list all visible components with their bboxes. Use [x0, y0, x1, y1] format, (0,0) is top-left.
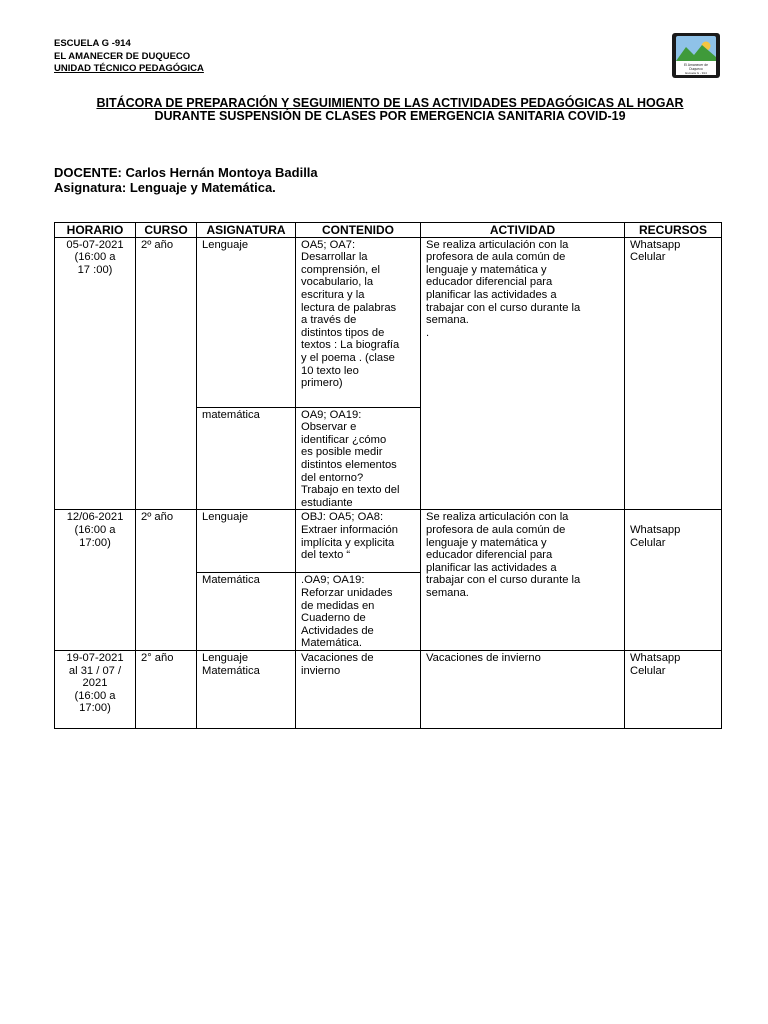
cell-asignatura: Lenguaje	[197, 510, 296, 573]
table-row	[55, 650, 722, 728]
cell-recursos: Whatsapp Celular	[625, 650, 722, 728]
cell-horario: 05-07-2021 (16:00 a 17 :00)	[55, 237, 136, 510]
header-actividad: ACTIVIDAD	[421, 223, 625, 238]
cell-curso: 2º año	[136, 237, 197, 510]
cell-recursos: Whatsapp Celular	[625, 510, 722, 651]
school-header	[54, 38, 204, 76]
header-recursos: RECURSOS	[625, 223, 722, 238]
cell-contenido: Vacaciones de invierno	[296, 650, 421, 728]
cell-asignatura: Lenguaje Matemática	[197, 650, 296, 728]
asignatura-line: Asignatura: Lenguaje y Matemática.	[54, 179, 276, 195]
document-title	[40, 97, 740, 123]
cell-actividad: Se realiza articulación con la profesora de aula común de lenguaje y matemática y educador diferencial para planificar las actividades a trabajar con el curso durante la semana. .	[421, 237, 625, 510]
cell-curso: 2° año	[136, 650, 197, 728]
school-logo	[672, 33, 720, 78]
cell-curso: 2º año	[136, 510, 197, 651]
title-line-1: BITÁCORA DE PREPARACIÓN Y SEGUIMIENTO DE LAS ACTIVIDADES PEDAGÓGICAS AL HOGAR	[96, 96, 684, 110]
cell-asignatura: Matemática	[197, 573, 296, 651]
title-line-2: DURANTE SUSPENSIÓN DE CLASES POR EMERGENCIA SANITARIA COVID-19	[154, 109, 626, 123]
school-unit: UNIDAD TÉCNICO PEDAGÓGICA	[54, 63, 204, 74]
table-header-row	[55, 223, 722, 238]
table-row	[55, 237, 722, 407]
logo-text-1: El Amanecer de	[684, 63, 708, 67]
header-asignatura: ASIGNATURA	[197, 223, 296, 238]
cell-actividad: Se realiza articulación con la profesora de aula común de lenguaje y matemática y educador diferencial para planificar las actividades a trabajar con el curso durante la semana.	[421, 510, 625, 651]
logo-text-3: Escuela G - 914	[685, 71, 707, 75]
cell-contenido: OA9; OA19: Observar e identificar ¿cómo es posible medir distintos elementos del entorno? Trabajo en texto del estudiante	[296, 407, 421, 510]
cell-contenido: .OA9; OA19: Reforzar unidades de medidas en Cuaderno de Actividades de Matemática.	[296, 573, 421, 651]
cell-contenido: OBJ: OA5; OA8: Extraer información implícita y explicita del texto “	[296, 510, 421, 573]
logo-text-2: Duqueco	[689, 67, 703, 71]
cell-recursos: Whatsapp Celular	[625, 237, 722, 510]
header-curso: CURSO	[136, 223, 197, 238]
school-name: ESCUELA G -914	[54, 38, 131, 49]
activity-log-table	[54, 222, 722, 729]
table-row	[55, 510, 722, 573]
cell-actividad: Vacaciones de invierno	[421, 650, 625, 728]
teacher-info	[54, 166, 318, 195]
header-contenido: CONTENIDO	[296, 223, 421, 238]
docente-line: DOCENTE: Carlos Hernán Montoya Badilla	[54, 165, 318, 180]
cell-horario: 12/06-2021 (16:00 a 17:00)	[55, 510, 136, 651]
cell-asignatura: matemática	[197, 407, 296, 510]
header-horario: HORARIO	[55, 223, 136, 238]
school-subtitle: EL AMANECER DE DUQUECO	[54, 50, 191, 62]
cell-asignatura: Lenguaje	[197, 237, 296, 407]
cell-contenido: OA5; OA7: Desarrollar la comprensión, el vocabulario, la escritura y la lectura de palabras a través de distintos tipos de textos : La biografía y el poema . (clase 10 texto leo primero)	[296, 237, 421, 407]
cell-horario: 19-07-2021 al 31 / 07 / 2021 (16:00 a 17:00)	[55, 650, 136, 728]
